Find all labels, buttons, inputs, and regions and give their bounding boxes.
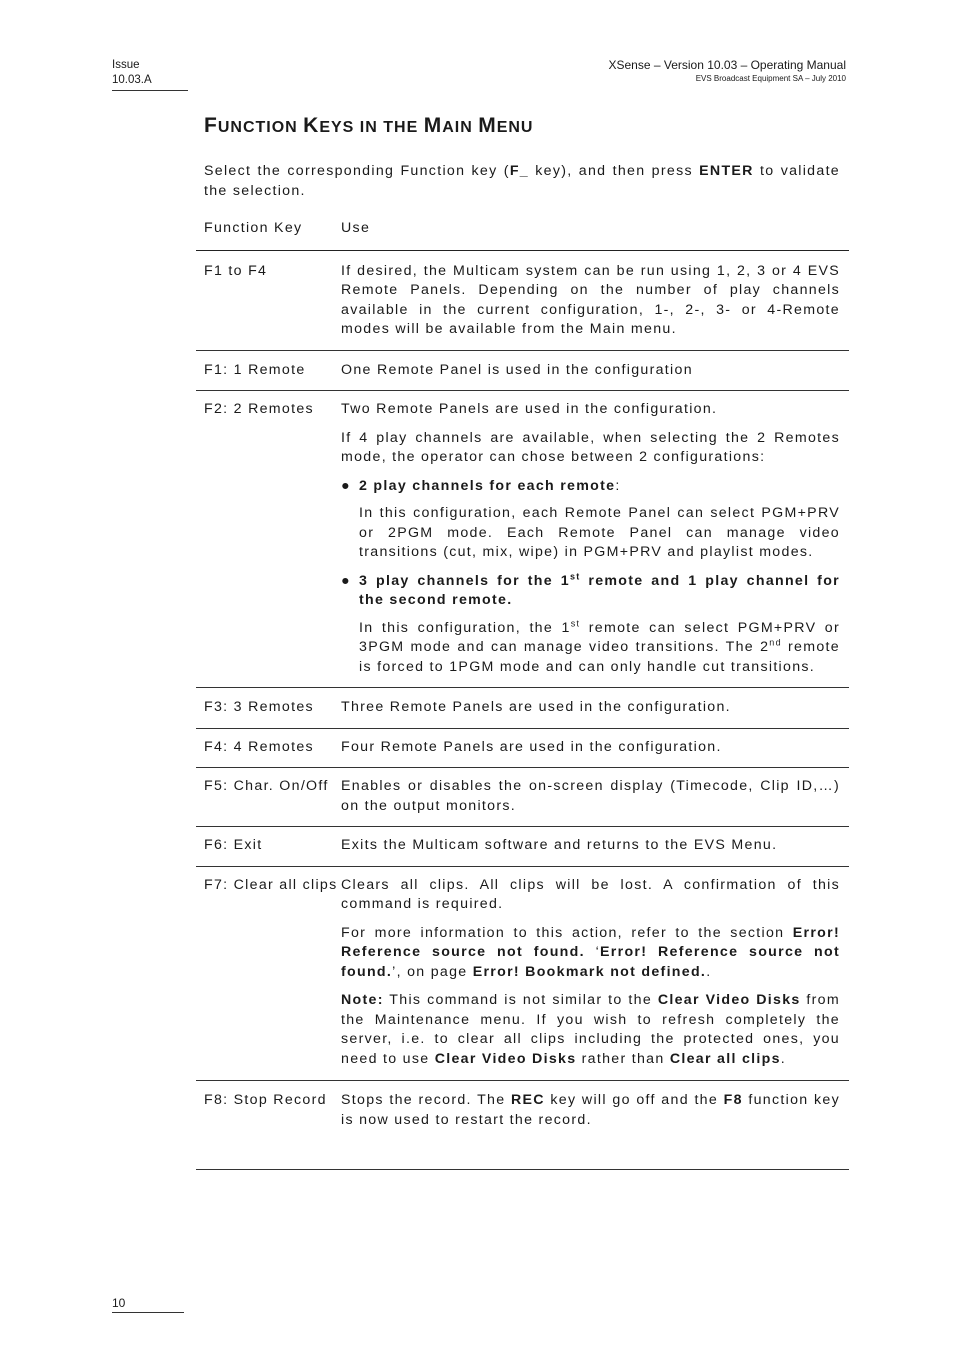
row-use: Three Remote Panels are used in the configuration.	[341, 699, 731, 715]
issue-number: 10.03.A	[112, 74, 152, 86]
bullet-detail: In this configuration, each Remote Panel can select PGM+PRV or 2PGM mode. Each Remote Panel can manage video transitions (cut, mix, wipe) in PGM+PRV and playlist modes.	[359, 505, 840, 560]
row-key: F1 to F4	[204, 262, 268, 279]
row-use: Four Remote Panels are used in the configuration.	[341, 738, 722, 755]
row-use: Enables or disables the on-screen display (Timecode, Clip ID,…) on the output monitors.	[341, 778, 840, 814]
table-row	[196, 827, 849, 867]
row-key: F2: 2 Remotes	[204, 401, 314, 417]
row-use	[341, 876, 849, 1070]
row-use	[341, 400, 849, 677]
note-paragraph: Note: This command is not similar to the Clear Video Disks from the Maintenance menu. If you wish to refresh completely the server, i.e. to clear all clips including the protected ones, you need to use Clear Video Disks rather than Clear all clips.	[341, 992, 840, 1067]
bullet-detail: In this configuration, the 1st remote can select PGM+PRV or 3PGM mode and can manage video transitions. The 2nd remote is forced to 1PGM mode and can only handle cut transitions.	[359, 617, 841, 675]
paragraph: If 4 play channels are available, when selecting the 2 Remotes mode, the operator can chose between 2 configurations:	[341, 429, 840, 465]
page-number: 10	[112, 1296, 184, 1313]
bullet-icon: ●	[341, 572, 351, 589]
running-header	[609, 58, 847, 84]
row-key: F7: Clear all clips	[204, 876, 338, 893]
row-key: F6: Exit	[204, 837, 263, 853]
table-row	[196, 351, 849, 392]
paragraph: Clears all clips. All clips will be lost. A confirmation of this command is required.	[341, 876, 840, 912]
bullet-item: ● 3 play channels for the 1st remote and 1 play channel for the second remote.	[341, 572, 840, 611]
bullet-item: ● 2 play channels for each remote:	[341, 477, 840, 497]
row-use: Stops the record. The REC key will go off and the F8 function key is now used to restart the record.	[341, 1092, 840, 1128]
row-key: F8: Stop Record	[204, 1092, 327, 1108]
issue-block	[112, 58, 188, 91]
table-row	[196, 768, 849, 827]
table-header	[196, 216, 849, 251]
publisher-line: EVS Broadcast Equipment SA – July 2010	[695, 74, 846, 83]
row-use: If desired, the Multicam system can be run using 1, 2, 3 or 4 EVS Remote Panels. Depending on the number of play channels available in the current configuration, 1-, 2-, 3- or 4-Remote modes will be available from the Main menu.	[341, 262, 840, 337]
col-header-key: Function Key	[204, 220, 303, 236]
manual-title: XSense – Version 10.03 – Operating Manual	[608, 58, 846, 72]
table-row	[196, 391, 849, 688]
row-key: F1: 1 Remote	[204, 361, 306, 378]
issue-label: Issue	[112, 59, 140, 71]
table-row	[196, 867, 849, 1082]
row-key: F5: Char. On/Off	[204, 778, 329, 794]
cross-reference-paragraph: For more information to this action, refer to the section Error! Reference source not found. ‘Error! Reference source not found.’, on page Error! Bookmark not defined..	[341, 924, 840, 980]
section-title: FUNCTION KEYS IN THE MAIN MENU	[204, 114, 534, 137]
table-row	[196, 251, 849, 351]
table-row	[196, 729, 849, 769]
table-row	[196, 1081, 849, 1170]
row-key: F3: 3 Remotes	[204, 699, 314, 715]
col-header-use: Use	[341, 220, 371, 236]
row-use: Exits the Multicam software and returns to the EVS Menu.	[341, 837, 778, 853]
row-use: One Remote Panel is used in the configuration	[341, 361, 693, 378]
row-key: F4: 4 Remotes	[204, 738, 314, 755]
table-row	[196, 688, 849, 729]
intro-paragraph: Select the corresponding Function key (F_ key), and then press ENTER to validate the selection.	[204, 163, 840, 199]
bullet-icon: ●	[341, 477, 351, 494]
paragraph: Two Remote Panels are used in the configuration.	[341, 401, 718, 417]
function-key-table	[196, 216, 849, 1170]
